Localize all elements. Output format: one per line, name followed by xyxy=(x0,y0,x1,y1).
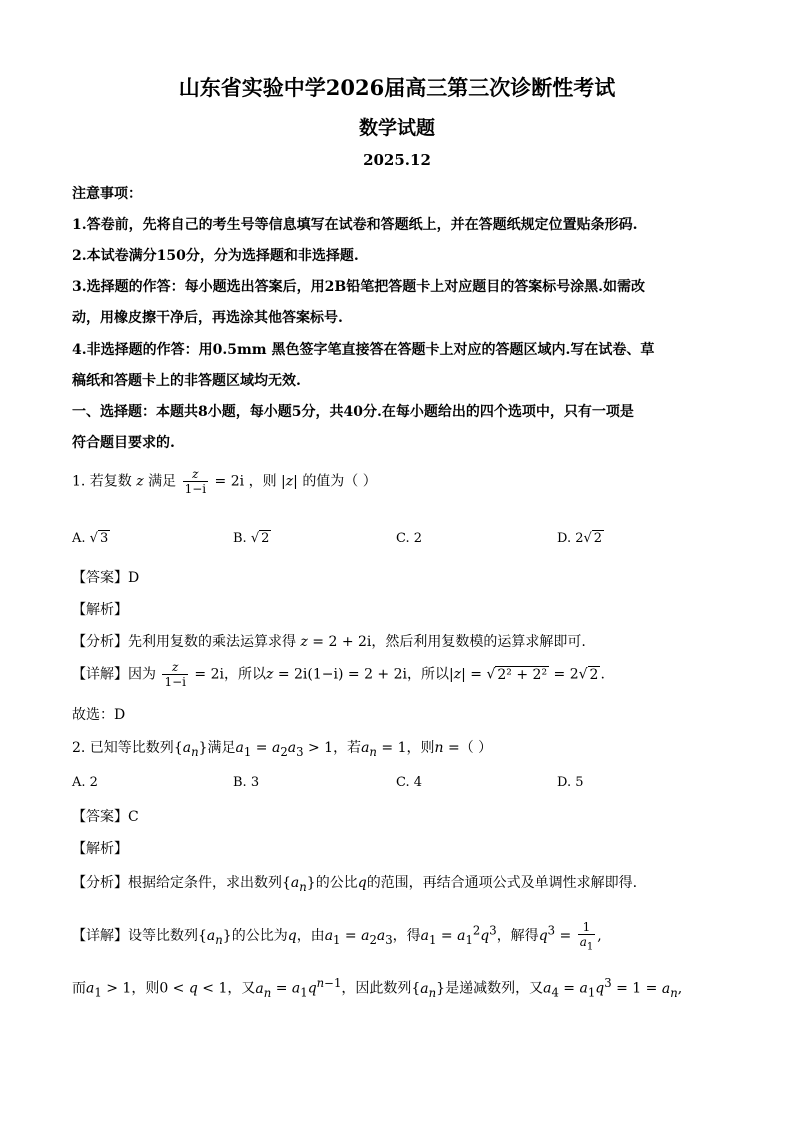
section1-line-1: 一、选择题：本题共8小题，每小题5分，共40分.在每小题给出的四个选项中，只有一项是 xyxy=(72,404,634,420)
q1-abs: |z| xyxy=(281,473,298,490)
q2-answer: 【答案】C xyxy=(72,809,139,825)
section1-line-2: 符合题目要求的. xyxy=(72,435,175,451)
q2-jiexi: 【解析】 xyxy=(72,841,128,857)
notice-line-3b: 动，用橡皮擦干净后，再选涂其他答案标号. xyxy=(72,310,343,326)
q1-option-b: B. √ 2 xyxy=(233,531,270,546)
q2-stem: 2. 已知等比数列$\{a_n\}$满足$a_1 = a_2a_3 > 1$，若$a_n = 1$，则n =（ ） xyxy=(72,740,493,759)
q1-suffix: ，则 xyxy=(248,473,277,490)
notice-line-2: 2.本试卷满分150分，分为选择题和非选择题. xyxy=(72,248,359,264)
notice-line-3a: 3.选择题的作答：每小题选出答案后，用2B铅笔把答题卡上对应题目的答案标号涂黑.如需改 xyxy=(72,279,646,295)
q1-jiexi: 【解析】 xyxy=(72,602,128,618)
exam-title: 山东省实验中学2026届高三第三次诊断性考试 xyxy=(178,75,616,100)
notice-heading: 注意事项： xyxy=(72,186,142,202)
q1-eq: = 2i xyxy=(214,473,245,490)
q1-option-c: C. 2 xyxy=(396,531,423,546)
q1-stem xyxy=(72,467,377,496)
exam-date: 2025.12 xyxy=(363,151,431,169)
q1-xiangjie: 【详解】因为 $\frac{z}{1-i}$ = 2i，所以z = 2i(1−i) = 2 + 2i，所以|z| = √ 2² + 2² = 2√ 2 . xyxy=(72,660,605,689)
q1-conclusion: 故选：D xyxy=(72,707,126,723)
exam-subtitle: 数学试题 xyxy=(358,117,435,139)
q1-z: z xyxy=(136,473,144,490)
q1-fraction: $\frac{z}{1-i}$ xyxy=(184,467,207,496)
q2-fenxi: 【分析】根据给定条件，求出数列$\{a_n\}$的公比q的范围，再结合通项公式及单调性求解即得. xyxy=(72,875,638,894)
q1-end: 的值为（ ） xyxy=(302,473,377,490)
notice-line-1: 1.答卷前，先将自己的考生号等信息填写在试卷和答题纸上，并在答题纸规定位置贴条形码. xyxy=(72,217,638,233)
q1-mid: 满足 xyxy=(148,473,177,490)
q2-option-d: D. 5 xyxy=(557,775,584,790)
notice-line-4b: 稿纸和答题卡上的非答题区域均无效. xyxy=(72,373,301,389)
q2-xiangjie: 【详解】设等比数列$\{a_n\}$的公比为q，由$a_1 = a_2a_3$，得$a_1 = a_1^2q^3$，解得$q^3$ = $\frac{1}{a_1}$ , xyxy=(72,920,602,953)
q1-option-a: A. √ 3 xyxy=(72,531,109,546)
notice-line-4a: 4.非选择题的作答：用0.5mm 黑色签字笔直接答在答题卡上对应的答题区域内.写在试卷、草 xyxy=(72,342,655,358)
q2-option-b: B. 3 xyxy=(233,775,260,790)
q2-last-line: 而$a_1 > 1$，则0 < q < 1，又$a_n = a_1q^{n-1}$，因此数列$\{a_n\}$是递减数列，又$a_4 = a_1q^3 = 1 = a_n$, xyxy=(72,976,683,1000)
q2-option-a: A. 2 xyxy=(72,775,98,790)
q1-prefix: 1. 若复数 xyxy=(72,473,132,490)
q2-option-c: C. 4 xyxy=(396,775,423,790)
q1-answer: 【答案】D xyxy=(72,570,140,586)
q1-fenxi: 【分析】先利用复数的乘法运算求得 z = 2 + 2i，然后利用复数模的运算求解即可. xyxy=(72,634,586,650)
q1-option-d: D. 2√ 2 xyxy=(557,531,603,546)
